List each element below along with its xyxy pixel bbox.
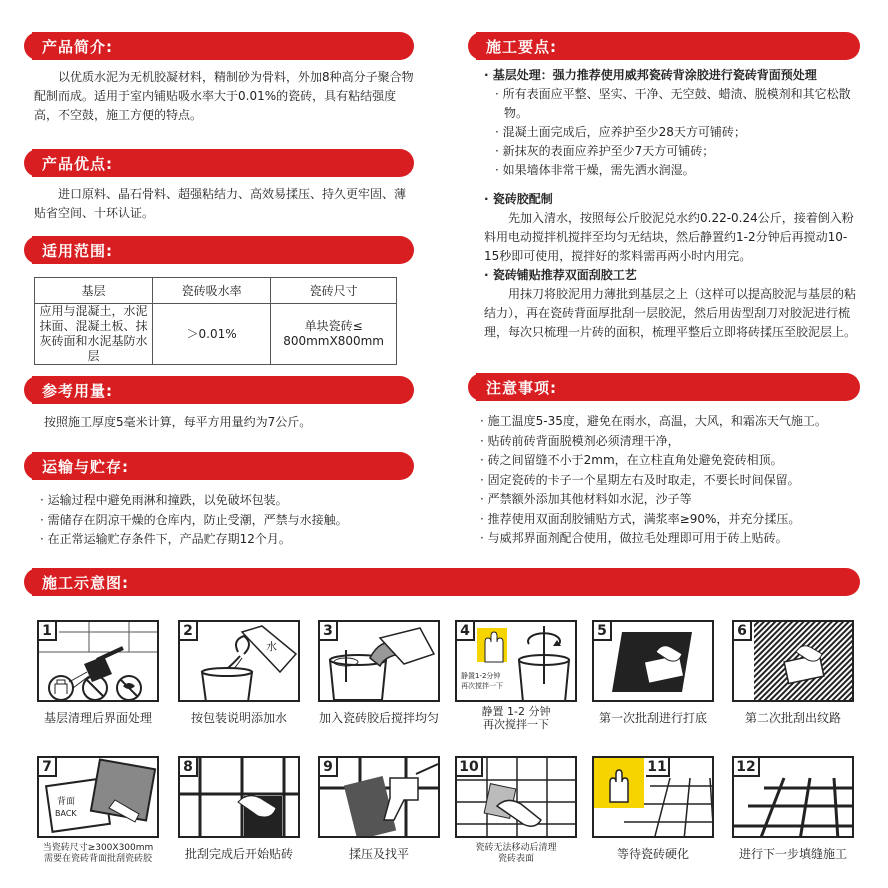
step-illustration [178,756,300,838]
step-caption: 批刮完成后开始贴砖 [184,847,293,861]
step-caption: 第一次批刮进行打底 [598,711,707,725]
points-body [484,66,856,342]
step-illustration [37,620,159,702]
trowel-icon [594,622,714,702]
list-item: · 与威邦界面剂配合使用，做拉毛处理即可用于砖上贴砖。 [480,529,860,549]
table-header-cell: 瓷砖吸水率 [152,278,270,304]
list-item: · 砖之间留缝不小于2mm，在立柱直角处避免瓷砖相顶。 [480,451,860,471]
step-11 [592,756,714,861]
list-item: · 推荐使用双面刮胶铺贴方式，满浆率≥90%，并充分揉压。 [480,510,860,530]
step-7 [37,756,159,865]
list-item: · 施工温度5-35度，避免在雨水，高温，大风，和霜冻天气施工。 [480,412,860,432]
step-caption: 揉压及找平 [348,847,409,861]
step-caption: 静置 1-2 分钟 再次搅拌一下 [481,705,551,731]
point-apply-text: 用抹刀将胶泥用力薄批到基层之上（这样可以提高胶泥与基层的粘结力），再在瓷砖背面厚批刮一层胶泥，然后用齿型刮刀对胶泥进行梳理，每次只梳理一片砖的面积，梳理平整后立即将砖揉压至胶泥层上。 [484,287,857,339]
table-cell: ＞0.01% [152,304,270,365]
list-item: · 严禁额外添加其他材料如水泥，沙子等 [480,490,860,510]
intro-text: 以优质水泥为无机胶凝材料，精制砂为骨料，外加8种高分子聚合物配制而成。适用于室内铺贴吸水率大于0.01%的瓷砖，具有粘结强度高，不空鼓，施工方便的特点。 [34,70,414,122]
point-apply-title: · 瓷砖铺贴推荐双面刮胶工艺 [484,266,856,285]
diagram-title: 施工示意图: [42,573,129,592]
step-caption: 按包装说明添加水 [190,711,287,725]
table-cell: 单块瓷砖≤ 800mmX800mm [271,304,397,365]
list-item: · 混凝土面完成后，应养护至少28天方可铺砖； [484,123,856,142]
point-mix-text: 先加入清水，按照每公斤胶泥兑水约0.22-0.24公斤，接着倒入粉料用电动搅拌机搅拌至均匀无结块，然后静置约1-2分钟后再搅动10-15秒即可使用，搅拌好的浆料需再两小时内用完。 [484,211,854,263]
step-caption: 等待瓷砖硬化 [616,847,689,861]
step-caption: 第二次批刮出纹路 [744,711,841,725]
advantages-title: 产品优点: [42,154,113,173]
step-3 [318,620,440,725]
step-illustration [592,756,714,838]
step-inner-label: 再次搅拌一下 [461,682,503,690]
step-illustration [732,756,854,838]
storage-header [32,452,414,480]
list-item: · 新抹灰的表面应养护至少7天方可铺砖； [484,142,856,161]
point-mix-title: · 瓷砖胶配制 [484,190,856,209]
step-inner-label: 背面 [57,797,76,807]
tile-placing-icon [180,758,300,838]
stand-and-stir-icon [457,622,577,702]
list-item: · 所有表面应平整、坚实、干净、无空鼓、蜡渍、脱模剂和其它松散物。 [484,85,856,123]
intro-title: 产品简介: [42,37,113,56]
usage-text: 按照施工厚度5毫米计算，每平方用量约为7公斤。 [44,415,312,429]
step-icon-label: 水 [266,640,277,653]
step-4 [455,620,577,731]
step-caption: 当瓷砖尺寸≥300X300mm 需要在瓷砖背面批刮瓷砖胶 [42,843,154,864]
usage-header [32,376,414,404]
water-bucket-icon [180,622,300,702]
step-number: 1 [39,622,57,641]
advantages-text: 进口原料、晶石骨料、超强粘结力、高效易揉压、持久更牢固、薄贴省空间、十环认证。 [34,187,407,220]
table-header-row [35,278,397,304]
step-9 [318,756,440,861]
storage-list [40,491,416,550]
step-number: 12 [734,758,760,777]
step-illustration [455,620,577,702]
table-header-cell: 基层 [35,278,153,304]
list-item: · 贴砖前砖背面脱模剂必须清理干净， [480,432,860,452]
advantages-header [32,149,414,177]
step-illustration [178,620,300,702]
step-illustration [318,620,440,702]
step-illustration [318,756,440,838]
mixing-bucket-icon [320,622,440,702]
list-item: · 固定瓷砖的卡子一个星期左右及时取走，不要长时间保留。 [480,471,860,491]
step-illustration [37,756,159,838]
table-cell: 应用与混凝土，水泥抹面、混凝土板、抹灰砖面和水泥基防水层 [35,304,153,365]
storage-title: 运输与贮存: [42,457,129,476]
step-number: 6 [734,622,752,641]
notes-header [476,373,860,401]
step-number: 5 [594,622,612,641]
step-number: 2 [180,622,198,641]
step-illustration [732,620,854,702]
points-title: 施工要点: [486,37,557,56]
step-number: 11 [646,758,670,777]
tile-back-icon [39,758,159,838]
step-10 [455,756,577,865]
step-12 [732,756,854,861]
scope-header [32,236,414,264]
list-item: · 在正常运输贮存条件下，产品贮存期12个月。 [40,530,416,550]
step-number: 4 [457,622,475,641]
scope-table [34,277,397,365]
list-item: · 需储存在阴凉干燥的仓库内，防止受潮，严禁与水接触。 [40,511,416,531]
step-number: 3 [320,622,338,641]
step-caption: 加入瓷砖胶后搅拌均匀 [318,711,439,725]
point-base-list [484,85,856,180]
table-header-cell: 瓷砖尺寸 [271,278,397,304]
step-number: 9 [320,758,338,777]
press-level-icon [320,758,440,838]
step-caption: 进行下一步填缝施工 [738,847,847,861]
step-8 [178,756,300,861]
scope-title: 适用范围: [42,241,113,260]
step-inner-label: 静置1-2分钟 [461,672,501,680]
step-number: 8 [180,758,198,777]
intro-header [32,32,414,60]
step-5 [592,620,714,725]
step-illustration [592,620,714,702]
notes-title: 注意事项: [486,378,557,397]
point-base-title: · 基层处理：强力推荐使用威邦瓷砖背涂胶进行瓷砖背面预处理 [484,66,856,85]
step-inner-label: BACK [55,809,77,818]
list-item: · 如果墙体非常干燥，需先洒水润湿。 [484,161,856,180]
step-1 [37,620,159,725]
cleaning-brush-icon [39,622,159,702]
step-2 [178,620,300,725]
step-number: 10 [457,758,483,777]
step-caption: 基层清理后界面处理 [43,711,152,725]
usage-title: 参考用量: [42,381,113,400]
diagram-header [32,568,860,596]
list-item: · 运输过程中避免雨淋和撞跌，以免破坏包装。 [40,491,416,511]
step-6 [732,620,854,725]
table-row [35,304,397,365]
step-number: 7 [39,758,57,777]
step-illustration [455,756,577,838]
points-header [476,32,860,60]
notes-list [480,412,860,549]
notched-trowel-icon [734,622,854,702]
step-caption: 瓷砖无法移动后清理 瓷砖表面 [475,843,557,864]
